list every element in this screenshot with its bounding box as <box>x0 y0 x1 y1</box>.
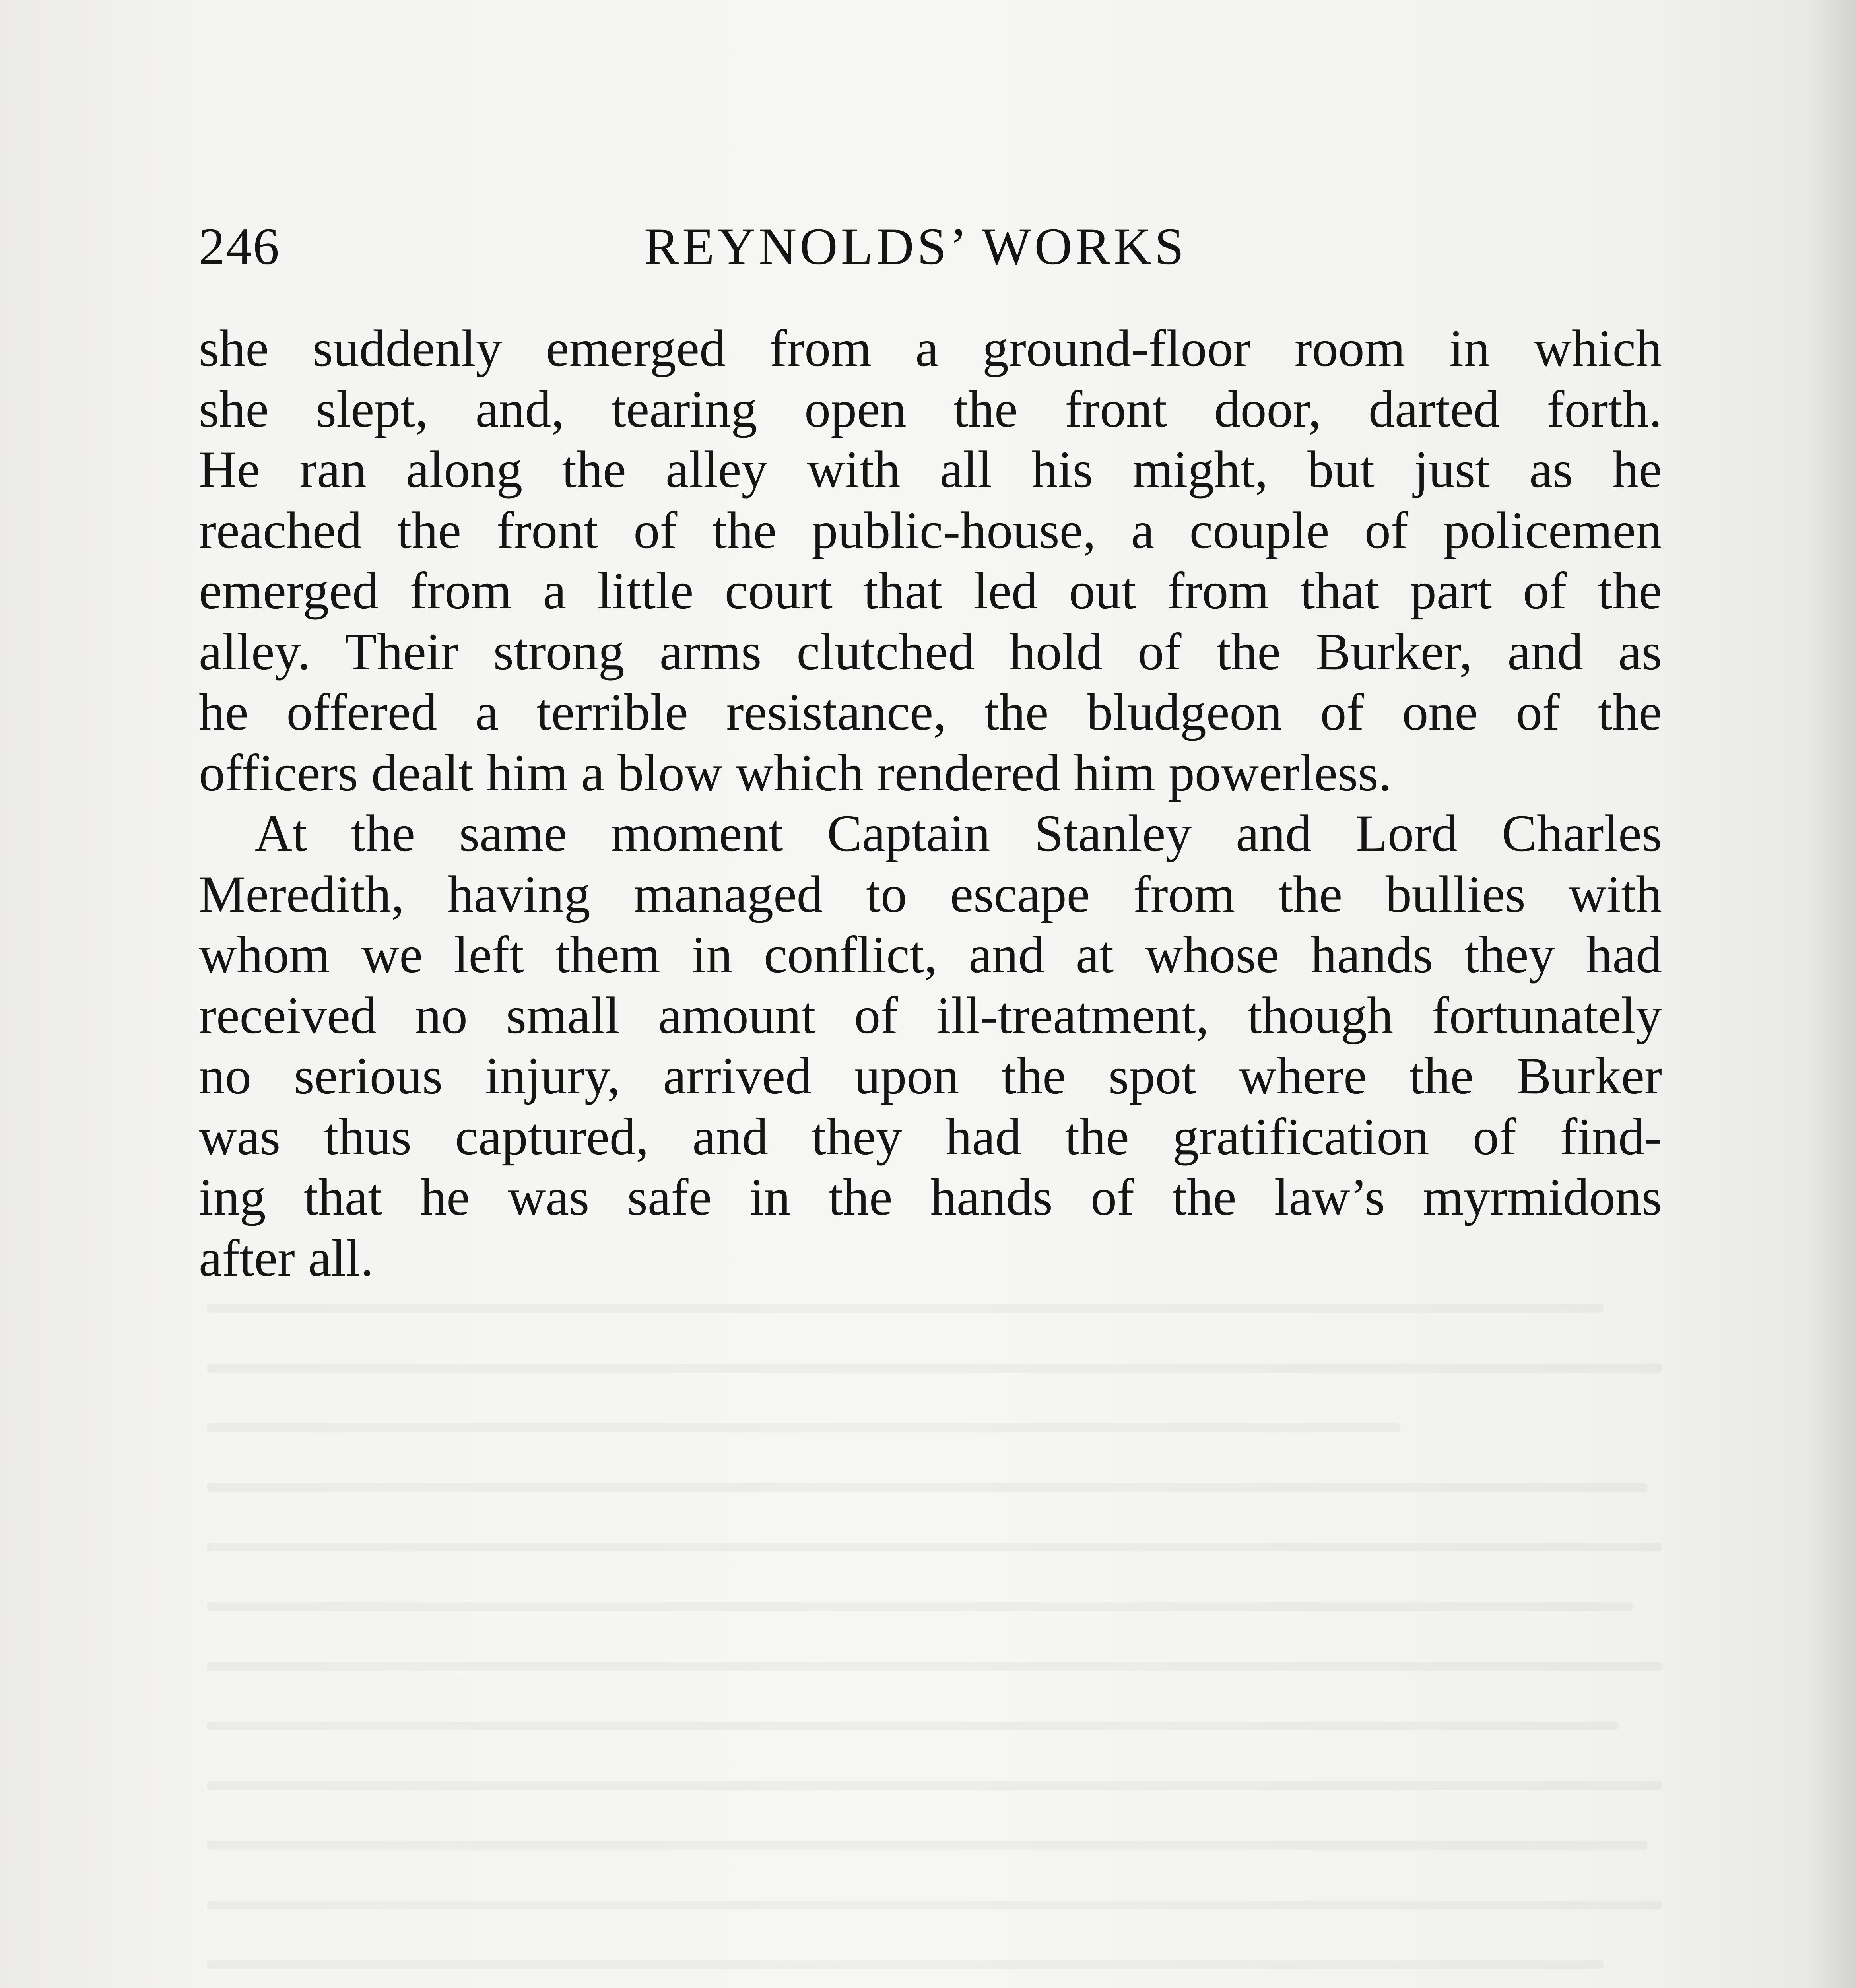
paragraph-start-line: At the same moment Captain Stanley and Lord Charles <box>254 804 1662 862</box>
text-line: officers dealt him a blow which rendered him powerless. <box>199 743 1392 802</box>
text-line: Meredith, having managed to escape from the bullies with <box>199 864 1662 923</box>
text-line: no serious injury, arrived upon the spot where the Burker <box>199 1046 1662 1105</box>
text-line: ing that he was safe in the hands of the law’s myrmidons <box>199 1168 1662 1226</box>
page-number: 246 <box>199 217 280 276</box>
bleed-through-text <box>207 1304 1662 1988</box>
running-head <box>199 207 1662 286</box>
running-title: REYNOLDS’ WORKS <box>644 217 1187 276</box>
text-line: He ran along the alley with all his might, but just as he <box>199 440 1662 499</box>
text-line: alley. Their strong arms clutched hold of the Burker, and as <box>199 622 1662 681</box>
page-edge-shadow <box>1808 0 1856 1988</box>
text-line: he offered a terrible resistance, the bludgeon of one of the <box>199 683 1662 741</box>
text-line: she suddenly emerged from a ground-floor room in which <box>199 319 1662 377</box>
text-line: after all. <box>199 1228 374 1287</box>
text-line: received no small amount of ill-treatment, though fortunately <box>199 986 1662 1044</box>
body-text <box>199 318 1662 1288</box>
text-line: she slept, and, tearing open the front door, darted forth. <box>199 379 1662 438</box>
text-line: reached the front of the public-house, a couple of policemen <box>199 501 1662 559</box>
text-line: was thus captured, and they had the gratification of find- <box>199 1107 1662 1166</box>
text-line: emerged from a little court that led out from that part of the <box>199 561 1662 620</box>
text-line: whom we left them in conflict, and at whose hands they had <box>199 925 1662 984</box>
